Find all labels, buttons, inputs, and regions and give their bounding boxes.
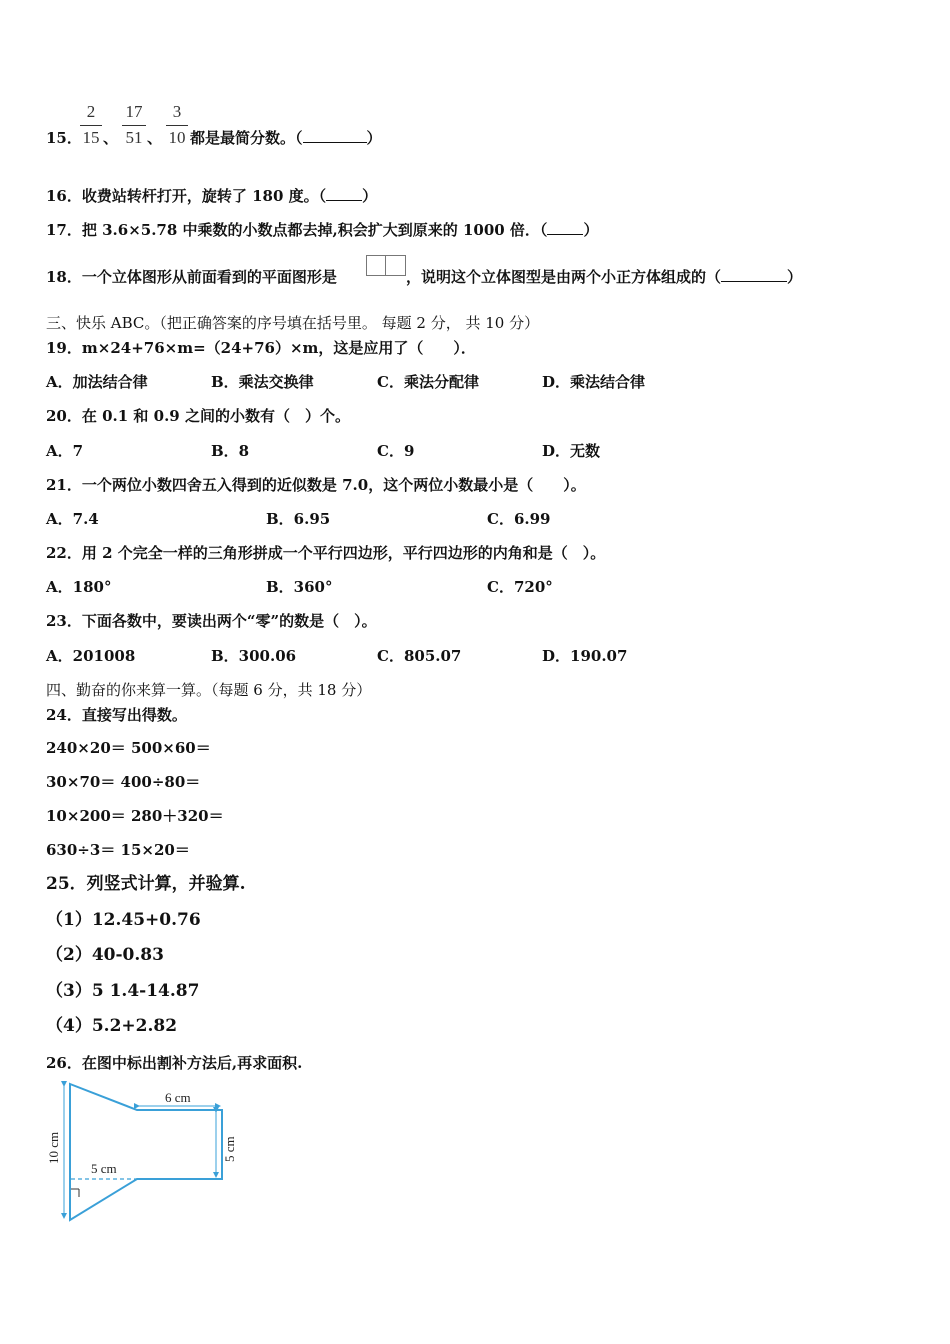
- fraction-2-denominator: 51: [125, 128, 143, 147]
- q21-option-b[interactable]: B．6.95: [266, 510, 331, 528]
- q22-option-c[interactable]: C．720°: [487, 578, 553, 596]
- fraction-1-numerator: 2: [86, 102, 96, 121]
- q21-option-a[interactable]: A．7.4: [46, 510, 99, 528]
- q23-option-d[interactable]: D．190.07: [542, 647, 628, 665]
- question-15: [46, 128, 82, 148]
- q22-option-b[interactable]: B．360°: [266, 578, 333, 596]
- question-20: 20．在 0.1 和 0.9 之间的小数有（ ）个。: [46, 407, 350, 425]
- q25-item-2: （2）40-0.83: [46, 945, 164, 965]
- q20-option-c[interactable]: C．9: [377, 442, 415, 460]
- question-26: 26．在图中标出割补方法后,再求面积.: [46, 1054, 303, 1072]
- q22-option-a[interactable]: A．180°: [46, 578, 112, 596]
- q20-option-b[interactable]: B．8: [211, 442, 250, 460]
- q19-option-b[interactable]: B．乘法交换律: [211, 373, 314, 391]
- q20-option-a[interactable]: A．7: [46, 442, 84, 460]
- answer-blank-16[interactable]: [326, 186, 362, 201]
- q21-option-c[interactable]: C．6.99: [487, 510, 551, 528]
- answer-blank-17[interactable]: [547, 220, 583, 235]
- question-19: 19．m×24+76×m=（24+76）×m，这是应用了（ ）．: [46, 339, 476, 357]
- q25-item-4: （4）5.2+2.82: [46, 1016, 178, 1036]
- label-left: 10 cm: [46, 1131, 61, 1164]
- q23-option-b[interactable]: B．300.06: [211, 647, 297, 665]
- two-square-view-icon: [366, 255, 406, 276]
- section-4-heading: 四、勤奋的你来算一算。（每题 6 分，共 18 分）: [46, 681, 372, 699]
- label-right: 5 cm: [222, 1136, 237, 1162]
- calc-row-2: 30×70＝ 400÷80＝: [46, 773, 201, 791]
- answer-blank-18[interactable]: [721, 267, 787, 282]
- fraction-3: [166, 102, 188, 148]
- question-16: 16．收费站转杆打开，旋转了 180 度。（ ）: [46, 187, 378, 205]
- question-21: 21．一个两位小数四舍五入得到的近似数是 7.0，这个两位小数最小是（ ）。: [46, 476, 586, 494]
- question-25: 25．列竖式计算，并验算.: [46, 874, 246, 894]
- q19-option-c[interactable]: C．乘法分配律: [377, 373, 479, 391]
- q25-item-1: （1）12.45+0.76: [46, 910, 201, 930]
- question-22: 22．用 2 个完全一样的三角形拼成一个平行四边形，平行四边形的内角和是（ ）。: [46, 544, 606, 562]
- q19-option-a[interactable]: A．加法结合律: [46, 373, 148, 391]
- trapezoid-figure: [40, 1078, 260, 1228]
- label-inner: 5 cm: [91, 1161, 117, 1176]
- calc-row-4: 630÷3＝ 15×20＝: [46, 841, 190, 859]
- fraction-2: [122, 102, 146, 148]
- question-17: 17．把 3.6×5.78 中乘数的小数点都去掉,积会扩大到原来的 1000 倍．（ ）: [46, 221, 599, 239]
- q15-sep-1: 、: [103, 129, 119, 147]
- q20-option-d[interactable]: D．无数: [542, 442, 601, 460]
- answer-blank-15[interactable]: [303, 128, 367, 143]
- question-23: 23．下面各数中，要读出两个“零”的数是（ ）。: [46, 612, 377, 630]
- fraction-1-denominator: 15: [82, 128, 100, 147]
- question-18-cont: ，说明这个立体图型是由两个小正方体组成的（ ）: [406, 268, 803, 286]
- fraction-2-numerator: 17: [125, 102, 143, 121]
- fraction-1: [80, 102, 102, 148]
- figure-outline: [70, 1084, 222, 1220]
- q19-option-d[interactable]: D．乘法结合律: [542, 373, 646, 391]
- q15-sep-2: 、: [147, 129, 163, 147]
- fraction-3-denominator: 10: [168, 128, 186, 147]
- q23-option-a[interactable]: A．201008: [46, 647, 136, 665]
- q23-option-c[interactable]: C．805.07: [377, 647, 462, 665]
- question-24: 24．直接写出得数。: [46, 706, 187, 724]
- label-top: 6 cm: [165, 1090, 191, 1105]
- q25-item-3: （3）5 1.4-14.87: [46, 981, 200, 1001]
- calc-row-3: 10×200＝ 280＋320＝: [46, 807, 224, 825]
- q15-number: 15．: [46, 129, 82, 147]
- question-18: 18．一个立体图形从前面看到的平面图形是: [46, 268, 337, 286]
- q15-text: 都是最简分数。（ ）: [190, 129, 382, 147]
- fraction-3-numerator: 3: [172, 102, 182, 121]
- calc-row-1: 240×20＝ 500×60＝: [46, 739, 211, 757]
- section-3-heading: 三、快乐 ABC。（把正确答案的序号填在括号里。 每题 2 分， 共 10 分）: [46, 314, 540, 332]
